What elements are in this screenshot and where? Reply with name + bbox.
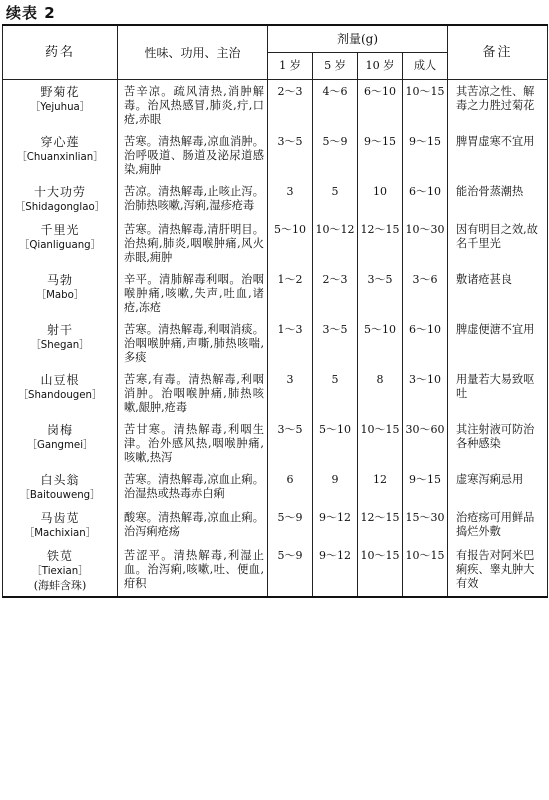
herb-pinyin: ［Gangmei］ <box>26 440 94 451</box>
header-dose-10: 10 岁 <box>358 53 403 80</box>
herb-properties: 酸寒。清热解毒,凉血止痢。治泻痢疮疡 <box>118 506 268 544</box>
herb-name-cell <box>3 544 118 597</box>
table-row <box>3 268 548 318</box>
herb-pinyin: ［Shegan］ <box>30 340 90 351</box>
dose-adult: 6～10 <box>403 180 448 218</box>
herb-note: 敷诸疮甚良 <box>448 268 548 318</box>
header-name: 药名 <box>3 25 118 80</box>
herb-alias: (海蚌含珠) <box>33 579 87 592</box>
dose-1: 6 <box>268 468 313 506</box>
herb-table <box>2 24 548 598</box>
table-row <box>3 180 548 218</box>
herb-name-cell <box>3 468 118 506</box>
dose-5: 5 <box>313 368 358 418</box>
herb-name: 岗梅 <box>46 423 73 437</box>
dose-1: 3～5 <box>268 418 313 468</box>
dose-5: 5～9 <box>313 130 358 180</box>
table-row <box>3 318 548 368</box>
table-row <box>3 544 548 597</box>
herb-properties: 苦涩平。清热解毒,利湿止血。治泻痢,咳嗽,吐、便血,疳积 <box>118 544 268 597</box>
table-row <box>3 468 548 506</box>
herb-name-cell <box>3 368 118 418</box>
dose-10: 10～15 <box>358 418 403 468</box>
herb-properties: 苦寒。清热解毒,凉血止痢。治湿热或热毒赤白痢 <box>118 468 268 506</box>
herb-name: 穿心莲 <box>40 135 80 149</box>
herb-name-cell <box>3 506 118 544</box>
herb-pinyin: ［Yejuhua］ <box>30 102 90 113</box>
dose-10: 12 <box>358 468 403 506</box>
herb-note: 因有明目之效,故名千里光 <box>448 218 548 268</box>
dose-10: 5～10 <box>358 318 403 368</box>
dose-adult: 3～10 <box>403 368 448 418</box>
table-caption: 续表 2 <box>6 4 56 22</box>
herb-name: 十大功劳 <box>33 185 86 199</box>
table-body <box>3 80 548 598</box>
dose-10: 6～10 <box>358 80 403 131</box>
dose-5: 9～12 <box>313 544 358 597</box>
dose-adult: 15～30 <box>403 506 448 544</box>
dose-adult: 30～60 <box>403 418 448 468</box>
dose-1: 5～10 <box>268 218 313 268</box>
dose-10: 12～15 <box>358 506 403 544</box>
herb-name-cell <box>3 268 118 318</box>
herb-pinyin: ［Shandougen］ <box>17 390 103 401</box>
dose-5: 5～10 <box>313 418 358 468</box>
dose-1: 5～9 <box>268 506 313 544</box>
header-dose-5: 5 岁 <box>313 53 358 80</box>
dose-adult: 10～15 <box>403 544 448 597</box>
herb-note: 虚寒泻痢忌用 <box>448 468 548 506</box>
dose-1: 1～3 <box>268 318 313 368</box>
dose-adult: 9～15 <box>403 468 448 506</box>
herb-name-cell <box>3 418 118 468</box>
dose-5: 2～3 <box>313 268 358 318</box>
herb-name-cell <box>3 80 118 131</box>
herb-name: 射干 <box>46 323 73 337</box>
header-properties: 性味、功用、主治 <box>118 25 268 80</box>
table-row <box>3 218 548 268</box>
dose-adult: 6～10 <box>403 318 448 368</box>
herb-note: 脾胃虚寒不宜用 <box>448 130 548 180</box>
dose-10: 9～15 <box>358 130 403 180</box>
dose-1: 2～3 <box>268 80 313 131</box>
header-notes: 备注 <box>448 25 548 80</box>
dose-adult: 3～6 <box>403 268 448 318</box>
herb-properties: 苦寒。清热解毒,凉血消肿。治呼吸道、肠道及泌尿道感染,痈肿 <box>118 130 268 180</box>
herb-name-cell <box>3 218 118 268</box>
dose-10: 10～15 <box>358 544 403 597</box>
dose-5: 3～5 <box>313 318 358 368</box>
table-row <box>3 506 548 544</box>
herb-properties: 苦辛凉。疏风清热,消肿解毒。治风热感冒,肺炎,疔,口疮,赤眼 <box>118 80 268 131</box>
dose-10: 3～5 <box>358 268 403 318</box>
herb-name: 马勃 <box>46 273 73 287</box>
herb-note: 治疮疡可用鲜品捣烂外敷 <box>448 506 548 544</box>
dose-adult: 10～15 <box>403 80 448 131</box>
dose-10: 12～15 <box>358 218 403 268</box>
herb-pinyin: ［Chuanxinlian］ <box>16 152 104 163</box>
dose-1: 3～5 <box>268 130 313 180</box>
header-dose-adult: 成人 <box>403 53 448 80</box>
herb-pinyin: ［Qianliguang］ <box>19 240 101 251</box>
herb-name: 白头翁 <box>40 473 80 487</box>
table-row <box>3 368 548 418</box>
herb-properties: 苦寒。清热解毒,清肝明目。治热痢,肺炎,咽喉肿痛,风火赤眼,痈肿 <box>118 218 268 268</box>
herb-pinyin: ［Shidagonglao］ <box>15 202 105 213</box>
herb-name-cell <box>3 130 118 180</box>
herb-note: 用量若大易致呕吐 <box>448 368 548 418</box>
dose-1: 3 <box>268 180 313 218</box>
dose-1: 5～9 <box>268 544 313 597</box>
table-header <box>3 25 548 80</box>
dose-5: 9～12 <box>313 506 358 544</box>
herb-pinyin: ［Mabo］ <box>35 290 85 301</box>
dose-5: 9 <box>313 468 358 506</box>
table-row <box>3 130 548 180</box>
herb-name: 马齿苋 <box>40 511 80 525</box>
header-dosage: 剂量(g) <box>268 25 448 53</box>
herb-properties: 苦寒,有毒。清热解毒,利咽消肿。治咽喉肿痛,肺热咳嗽,龈肿,疮毒 <box>118 368 268 418</box>
dose-5: 10～12 <box>313 218 358 268</box>
herb-name-cell <box>3 318 118 368</box>
herb-name: 千里光 <box>40 223 80 237</box>
dose-1: 3 <box>268 368 313 418</box>
herb-pinyin: ［Baitouweng］ <box>19 490 101 501</box>
dose-10: 10 <box>358 180 403 218</box>
herb-name: 山豆根 <box>40 373 80 387</box>
dose-adult: 9～15 <box>403 130 448 180</box>
herb-note: 有报告对阿米巴痢疾、睾丸肿大有效 <box>448 544 548 597</box>
header-dose-1: 1 岁 <box>268 53 313 80</box>
herb-properties: 苦甘寒。清热解毒,利咽生津。治外感风热,咽喉肿痛,咳嗽,热泻 <box>118 418 268 468</box>
herb-pinyin: ［Machixian］ <box>24 528 96 539</box>
herb-note: 脾虚便溏不宜用 <box>448 318 548 368</box>
table-row <box>3 80 548 131</box>
herb-name: 铁苋 <box>46 549 73 563</box>
herb-pinyin: ［Tiexian］ <box>31 566 89 577</box>
herb-note: 其注射液可防治各种感染 <box>448 418 548 468</box>
dose-5: 4～6 <box>313 80 358 131</box>
herb-properties: 苦凉。清热解毒,止咳止泻。治肺热咳嗽,泻痢,湿疹疮毒 <box>118 180 268 218</box>
herb-name-cell <box>3 180 118 218</box>
dose-10: 8 <box>358 368 403 418</box>
herb-name: 野菊花 <box>40 85 80 99</box>
herb-properties: 辛平。清肺解毒利咽。治咽喉肿痛,咳嗽,失声,吐血,诸疮,冻疮 <box>118 268 268 318</box>
herb-note: 能治骨蒸潮热 <box>448 180 548 218</box>
dose-adult: 10～30 <box>403 218 448 268</box>
dose-5: 5 <box>313 180 358 218</box>
herb-note: 其苦凉之性、解毒之力胜过菊花 <box>448 80 548 131</box>
herb-properties: 苦寒。清热解毒,利咽消痰。治咽喉肿痛,声嘶,肺热咳喘,多痰 <box>118 318 268 368</box>
table-row <box>3 418 548 468</box>
dose-1: 1～2 <box>268 268 313 318</box>
